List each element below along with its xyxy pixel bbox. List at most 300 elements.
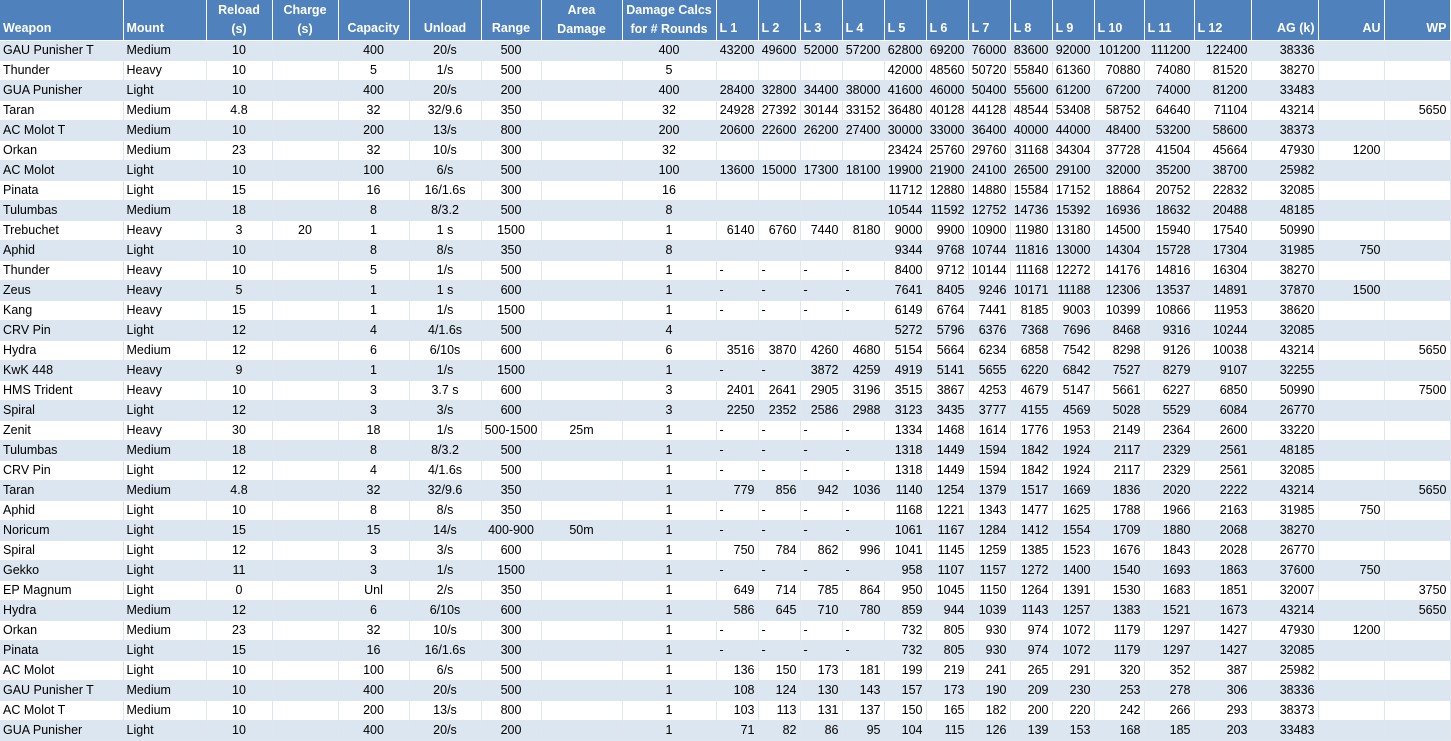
cell-l12[interactable]: 22832 (1194, 180, 1251, 200)
cell-l5[interactable]: 950 (884, 580, 926, 600)
cell-l9[interactable]: 153 (1052, 720, 1094, 740)
cell-l11[interactable]: 2329 (1144, 460, 1194, 480)
cell-l5[interactable]: 41600 (884, 80, 926, 100)
cell-damage-rounds[interactable]: 1 (622, 520, 716, 540)
cell-weapon[interactable]: Orkan (0, 620, 123, 640)
cell-l3[interactable]: 34400 (800, 80, 842, 100)
cell-l1[interactable]: - (716, 420, 758, 440)
cell-au[interactable] (1318, 180, 1384, 200)
cell-l7[interactable]: 126 (968, 720, 1010, 740)
cell-charge[interactable] (272, 160, 338, 180)
cell-l6[interactable]: 165 (926, 700, 968, 720)
cell-capacity[interactable]: 8 (338, 240, 409, 260)
cell-reload[interactable]: 30 (206, 420, 272, 440)
cell-weapon[interactable]: EP Magnum (0, 580, 123, 600)
cell-l2[interactable]: - (758, 440, 800, 460)
cell-wp[interactable]: 3750 (1384, 580, 1450, 600)
cell-l12[interactable]: 16304 (1194, 260, 1251, 280)
cell-l11[interactable]: 9126 (1144, 340, 1194, 360)
header-area-damage[interactable]: Area Damage (541, 0, 622, 40)
cell-mount[interactable]: Light (123, 460, 206, 480)
cell-l8[interactable]: 4679 (1010, 380, 1052, 400)
cell-mount[interactable]: Light (123, 720, 206, 740)
cell-l6[interactable]: 173 (926, 680, 968, 700)
cell-l5[interactable]: 732 (884, 620, 926, 640)
cell-l8[interactable]: 55600 (1010, 80, 1052, 100)
cell-range[interactable]: 350 (481, 480, 541, 500)
cell-l10[interactable]: 16936 (1094, 200, 1144, 220)
cell-l3[interactable] (800, 200, 842, 220)
cell-wp[interactable] (1384, 720, 1450, 740)
cell-ag[interactable]: 31985 (1251, 500, 1318, 520)
cell-l11[interactable]: 74000 (1144, 80, 1194, 100)
cell-capacity[interactable]: 16 (338, 180, 409, 200)
cell-l5[interactable]: 859 (884, 600, 926, 620)
cell-mount[interactable]: Light (123, 180, 206, 200)
cell-mount[interactable]: Light (123, 660, 206, 680)
cell-ag[interactable]: 33483 (1251, 80, 1318, 100)
cell-area-damage[interactable] (541, 300, 622, 320)
cell-l9[interactable]: 1669 (1052, 480, 1094, 500)
cell-l7[interactable]: 6234 (968, 340, 1010, 360)
cell-reload[interactable]: 18 (206, 200, 272, 220)
cell-unload[interactable]: 4/1.6s (409, 460, 481, 480)
cell-charge[interactable] (272, 260, 338, 280)
cell-l9[interactable]: 13000 (1052, 240, 1094, 260)
cell-capacity[interactable]: 32 (338, 140, 409, 160)
cell-l2[interactable]: 27392 (758, 100, 800, 120)
cell-l1[interactable]: - (716, 440, 758, 460)
cell-l11[interactable]: 185 (1144, 720, 1194, 740)
cell-charge[interactable] (272, 420, 338, 440)
cell-range[interactable]: 500 (481, 320, 541, 340)
cell-l7[interactable]: 12752 (968, 200, 1010, 220)
cell-l12[interactable]: 38700 (1194, 160, 1251, 180)
cell-area-damage[interactable] (541, 380, 622, 400)
cell-weapon[interactable]: Orkan (0, 140, 123, 160)
cell-damage-rounds[interactable]: 16 (622, 180, 716, 200)
cell-charge[interactable] (272, 340, 338, 360)
cell-l12[interactable]: 293 (1194, 700, 1251, 720)
cell-l7[interactable]: 3777 (968, 400, 1010, 420)
cell-unload[interactable]: 13/s (409, 120, 481, 140)
cell-l8[interactable]: 11816 (1010, 240, 1052, 260)
cell-reload[interactable]: 15 (206, 520, 272, 540)
cell-ag[interactable]: 26770 (1251, 400, 1318, 420)
cell-l9[interactable]: 1400 (1052, 560, 1094, 580)
cell-au[interactable] (1318, 200, 1384, 220)
cell-damage-rounds[interactable]: 1 (622, 460, 716, 480)
cell-damage-rounds[interactable]: 1 (622, 280, 716, 300)
cell-l1[interactable] (716, 60, 758, 80)
cell-l9[interactable]: 1924 (1052, 460, 1094, 480)
cell-l5[interactable]: 8400 (884, 260, 926, 280)
cell-wp[interactable] (1384, 200, 1450, 220)
cell-wp[interactable] (1384, 660, 1450, 680)
cell-weapon[interactable]: AC Molot T (0, 120, 123, 140)
cell-l7[interactable]: 10900 (968, 220, 1010, 240)
cell-l5[interactable]: 199 (884, 660, 926, 680)
cell-charge[interactable] (272, 440, 338, 460)
cell-area-damage[interactable] (541, 260, 622, 280)
cell-weapon[interactable]: GAU Punisher T (0, 40, 123, 60)
cell-l8[interactable]: 10171 (1010, 280, 1052, 300)
cell-damage-rounds[interactable]: 5 (622, 60, 716, 80)
cell-range[interactable]: 350 (481, 580, 541, 600)
cell-mount[interactable]: Light (123, 500, 206, 520)
cell-ag[interactable]: 37870 (1251, 280, 1318, 300)
cell-l5[interactable]: 1168 (884, 500, 926, 520)
cell-ag[interactable]: 32085 (1251, 320, 1318, 340)
cell-l5[interactable]: 157 (884, 680, 926, 700)
cell-l5[interactable]: 1334 (884, 420, 926, 440)
cell-damage-rounds[interactable]: 1 (622, 440, 716, 460)
cell-wp[interactable] (1384, 160, 1450, 180)
cell-l9[interactable]: 61360 (1052, 60, 1094, 80)
cell-l8[interactable]: 1776 (1010, 420, 1052, 440)
cell-l1[interactable]: - (716, 300, 758, 320)
cell-charge[interactable] (272, 320, 338, 340)
cell-l9[interactable]: 1391 (1052, 580, 1094, 600)
cell-capacity[interactable]: 15 (338, 520, 409, 540)
cell-l3[interactable]: - (800, 640, 842, 660)
cell-charge[interactable] (272, 140, 338, 160)
cell-l9[interactable]: 1953 (1052, 420, 1094, 440)
cell-charge[interactable] (272, 380, 338, 400)
cell-au[interactable] (1318, 340, 1384, 360)
header-weapon[interactable]: Weapon (0, 0, 123, 40)
cell-unload[interactable]: 20/s (409, 80, 481, 100)
cell-au[interactable] (1318, 460, 1384, 480)
cell-au[interactable] (1318, 580, 1384, 600)
cell-range[interactable]: 600 (481, 600, 541, 620)
cell-l6[interactable]: 944 (926, 600, 968, 620)
cell-l6[interactable]: 5796 (926, 320, 968, 340)
cell-l2[interactable]: - (758, 620, 800, 640)
cell-unload[interactable]: 1/s (409, 300, 481, 320)
cell-l1[interactable]: 779 (716, 480, 758, 500)
cell-l11[interactable]: 64640 (1144, 100, 1194, 120)
cell-area-damage[interactable] (541, 320, 622, 340)
cell-ag[interactable]: 50990 (1251, 380, 1318, 400)
header-damage-calcs[interactable]: Damage Calcs for # Rounds (622, 0, 716, 40)
header-range[interactable]: Range (481, 0, 541, 40)
cell-au[interactable] (1318, 80, 1384, 100)
cell-range[interactable]: 600 (481, 540, 541, 560)
cell-area-damage[interactable] (541, 580, 622, 600)
cell-weapon[interactable]: AC Molot T (0, 700, 123, 720)
cell-range[interactable]: 300 (481, 180, 541, 200)
cell-l10[interactable]: 14500 (1094, 220, 1144, 240)
cell-l8[interactable]: 8185 (1010, 300, 1052, 320)
cell-mount[interactable]: Light (123, 240, 206, 260)
cell-charge[interactable] (272, 720, 338, 740)
cell-l2[interactable]: 3870 (758, 340, 800, 360)
header-l11[interactable]: L 11 (1144, 0, 1194, 40)
cell-l3[interactable]: - (800, 260, 842, 280)
cell-l11[interactable]: 53200 (1144, 120, 1194, 140)
cell-l4[interactable]: 8180 (842, 220, 884, 240)
cell-l12[interactable]: 10038 (1194, 340, 1251, 360)
cell-mount[interactable]: Medium (123, 700, 206, 720)
cell-l3[interactable]: 30144 (800, 100, 842, 120)
cell-reload[interactable]: 10 (206, 80, 272, 100)
cell-l7[interactable]: 1379 (968, 480, 1010, 500)
cell-ag[interactable]: 43214 (1251, 340, 1318, 360)
header-unload[interactable]: Unload (409, 0, 481, 40)
header-l1[interactable]: L 1 (716, 0, 758, 40)
cell-l2[interactable] (758, 320, 800, 340)
cell-wp[interactable] (1384, 420, 1450, 440)
cell-l1[interactable]: - (716, 560, 758, 580)
cell-reload[interactable]: 4.8 (206, 480, 272, 500)
cell-l3[interactable]: - (800, 440, 842, 460)
cell-l4[interactable] (842, 320, 884, 340)
cell-wp[interactable]: 5650 (1384, 480, 1450, 500)
cell-l10[interactable]: 1676 (1094, 540, 1144, 560)
cell-damage-rounds[interactable]: 1 (622, 420, 716, 440)
cell-l11[interactable]: 1693 (1144, 560, 1194, 580)
cell-l8[interactable]: 139 (1010, 720, 1052, 740)
cell-au[interactable] (1318, 540, 1384, 560)
cell-mount[interactable]: Medium (123, 40, 206, 60)
cell-l8[interactable]: 11980 (1010, 220, 1052, 240)
cell-l12[interactable]: 45664 (1194, 140, 1251, 160)
cell-l10[interactable]: 7527 (1094, 360, 1144, 380)
cell-l8[interactable]: 1272 (1010, 560, 1052, 580)
cell-l7[interactable]: 1039 (968, 600, 1010, 620)
cell-l4[interactable]: 4680 (842, 340, 884, 360)
cell-wp[interactable] (1384, 120, 1450, 140)
cell-l6[interactable]: 9768 (926, 240, 968, 260)
cell-mount[interactable]: Light (123, 80, 206, 100)
header-l5[interactable]: L 5 (884, 0, 926, 40)
cell-l1[interactable]: 649 (716, 580, 758, 600)
cell-l8[interactable]: 1842 (1010, 460, 1052, 480)
cell-charge[interactable] (272, 40, 338, 60)
cell-l4[interactable]: 4259 (842, 360, 884, 380)
cell-l12[interactable]: 81520 (1194, 60, 1251, 80)
cell-l12[interactable]: 6084 (1194, 400, 1251, 420)
cell-l6[interactable]: 11592 (926, 200, 968, 220)
cell-l3[interactable] (800, 320, 842, 340)
cell-l3[interactable]: 17300 (800, 160, 842, 180)
cell-l12[interactable]: 2222 (1194, 480, 1251, 500)
cell-l5[interactable]: 1318 (884, 440, 926, 460)
cell-mount[interactable]: Heavy (123, 300, 206, 320)
cell-l7[interactable]: 4253 (968, 380, 1010, 400)
cell-area-damage[interactable] (541, 340, 622, 360)
cell-l8[interactable]: 26500 (1010, 160, 1052, 180)
header-l7[interactable]: L 7 (968, 0, 1010, 40)
cell-l11[interactable]: 15940 (1144, 220, 1194, 240)
cell-capacity[interactable]: 400 (338, 80, 409, 100)
cell-l1[interactable]: 28400 (716, 80, 758, 100)
cell-l12[interactable]: 2600 (1194, 420, 1251, 440)
cell-wp[interactable]: 5650 (1384, 100, 1450, 120)
cell-wp[interactable]: 5650 (1384, 600, 1450, 620)
cell-l2[interactable]: - (758, 360, 800, 380)
cell-wp[interactable] (1384, 240, 1450, 260)
cell-l8[interactable]: 974 (1010, 640, 1052, 660)
cell-l10[interactable]: 1383 (1094, 600, 1144, 620)
cell-area-damage[interactable] (541, 540, 622, 560)
cell-l7[interactable]: 1343 (968, 500, 1010, 520)
cell-wp[interactable] (1384, 360, 1450, 380)
cell-ag[interactable]: 38373 (1251, 120, 1318, 140)
cell-l12[interactable]: 1427 (1194, 620, 1251, 640)
cell-l8[interactable]: 974 (1010, 620, 1052, 640)
cell-l9[interactable]: 1523 (1052, 540, 1094, 560)
cell-damage-rounds[interactable]: 1 (622, 600, 716, 620)
cell-damage-rounds[interactable]: 1 (622, 720, 716, 740)
cell-weapon[interactable]: Gekko (0, 560, 123, 580)
cell-l6[interactable]: 1449 (926, 460, 968, 480)
cell-l4[interactable] (842, 200, 884, 220)
cell-area-damage[interactable] (541, 40, 622, 60)
cell-l9[interactable]: 1072 (1052, 640, 1094, 660)
cell-damage-rounds[interactable]: 32 (622, 100, 716, 120)
cell-l4[interactable]: 3196 (842, 380, 884, 400)
cell-l2[interactable]: 32800 (758, 80, 800, 100)
cell-l1[interactable]: 2401 (716, 380, 758, 400)
cell-charge[interactable] (272, 660, 338, 680)
cell-weapon[interactable]: GUA Punisher (0, 720, 123, 740)
cell-capacity[interactable]: 6 (338, 340, 409, 360)
cell-charge[interactable] (272, 500, 338, 520)
cell-l1[interactable] (716, 180, 758, 200)
cell-l7[interactable]: 29760 (968, 140, 1010, 160)
cell-mount[interactable]: Light (123, 520, 206, 540)
cell-damage-rounds[interactable]: 3 (622, 380, 716, 400)
cell-au[interactable] (1318, 720, 1384, 740)
cell-weapon[interactable]: Pinata (0, 640, 123, 660)
cell-l6[interactable]: 1145 (926, 540, 968, 560)
cell-l6[interactable]: 1045 (926, 580, 968, 600)
cell-ag[interactable]: 33483 (1251, 720, 1318, 740)
cell-range[interactable]: 1500 (481, 220, 541, 240)
cell-l6[interactable]: 219 (926, 660, 968, 680)
cell-wp[interactable] (1384, 700, 1450, 720)
cell-ag[interactable]: 32085 (1251, 460, 1318, 480)
cell-l6[interactable]: 6764 (926, 300, 968, 320)
cell-damage-rounds[interactable]: 1 (622, 640, 716, 660)
cell-area-damage[interactable] (541, 100, 622, 120)
cell-l4[interactable]: - (842, 620, 884, 640)
cell-damage-rounds[interactable]: 1 (622, 540, 716, 560)
cell-l2[interactable]: 82 (758, 720, 800, 740)
cell-l6[interactable]: 9900 (926, 220, 968, 240)
cell-charge[interactable] (272, 360, 338, 380)
cell-capacity[interactable]: 400 (338, 720, 409, 740)
cell-unload[interactable]: 1 s (409, 220, 481, 240)
cell-charge[interactable] (272, 640, 338, 660)
cell-mount[interactable]: Light (123, 540, 206, 560)
cell-reload[interactable]: 10 (206, 40, 272, 60)
cell-unload[interactable]: 10/s (409, 620, 481, 640)
cell-mount[interactable]: Heavy (123, 60, 206, 80)
cell-l12[interactable]: 58600 (1194, 120, 1251, 140)
cell-l4[interactable]: 2988 (842, 400, 884, 420)
cell-reload[interactable]: 5 (206, 280, 272, 300)
cell-charge[interactable]: 20 (272, 220, 338, 240)
cell-l8[interactable]: 83600 (1010, 40, 1052, 60)
cell-capacity[interactable]: 3 (338, 560, 409, 580)
cell-l11[interactable]: 9316 (1144, 320, 1194, 340)
cell-unload[interactable]: 8/3.2 (409, 440, 481, 460)
cell-l2[interactable]: - (758, 520, 800, 540)
cell-reload[interactable]: 12 (206, 600, 272, 620)
cell-l2[interactable]: - (758, 260, 800, 280)
cell-l3[interactable] (800, 180, 842, 200)
cell-unload[interactable]: 32/9.6 (409, 100, 481, 120)
cell-l1[interactable]: - (716, 280, 758, 300)
cell-reload[interactable]: 18 (206, 440, 272, 460)
cell-ag[interactable]: 38270 (1251, 260, 1318, 280)
cell-weapon[interactable]: Kang (0, 300, 123, 320)
cell-l3[interactable]: 131 (800, 700, 842, 720)
cell-l2[interactable]: 6760 (758, 220, 800, 240)
cell-range[interactable]: 300 (481, 140, 541, 160)
cell-area-damage[interactable] (541, 240, 622, 260)
header-reload[interactable]: Reload (s) (206, 0, 272, 40)
cell-range[interactable]: 600 (481, 380, 541, 400)
cell-area-damage[interactable] (541, 660, 622, 680)
header-l3[interactable]: L 3 (800, 0, 842, 40)
cell-l9[interactable]: 291 (1052, 660, 1094, 680)
cell-reload[interactable]: 12 (206, 340, 272, 360)
cell-unload[interactable]: 20/s (409, 40, 481, 60)
cell-area-damage[interactable]: 25m (541, 420, 622, 440)
cell-au[interactable] (1318, 420, 1384, 440)
cell-damage-rounds[interactable]: 1 (622, 220, 716, 240)
cell-l5[interactable]: 1061 (884, 520, 926, 540)
cell-au[interactable]: 1200 (1318, 620, 1384, 640)
cell-wp[interactable] (1384, 560, 1450, 580)
cell-l6[interactable]: 25760 (926, 140, 968, 160)
cell-l10[interactable]: 70880 (1094, 60, 1144, 80)
cell-capacity[interactable]: 5 (338, 260, 409, 280)
cell-unload[interactable]: 6/10s (409, 340, 481, 360)
cell-unload[interactable]: 6/s (409, 660, 481, 680)
cell-l1[interactable] (716, 200, 758, 220)
cell-l2[interactable]: - (758, 300, 800, 320)
cell-area-damage[interactable] (541, 460, 622, 480)
cell-l1[interactable]: 43200 (716, 40, 758, 60)
cell-range[interactable]: 800 (481, 120, 541, 140)
cell-l10[interactable]: 14176 (1094, 260, 1144, 280)
cell-l2[interactable] (758, 200, 800, 220)
cell-capacity[interactable]: 400 (338, 40, 409, 60)
cell-unload[interactable]: 16/1.6s (409, 640, 481, 660)
cell-l4[interactable]: - (842, 260, 884, 280)
cell-reload[interactable]: 15 (206, 640, 272, 660)
cell-reload[interactable]: 3 (206, 220, 272, 240)
cell-l7[interactable]: 10144 (968, 260, 1010, 280)
cell-range[interactable]: 500 (481, 260, 541, 280)
cell-l8[interactable]: 1143 (1010, 600, 1052, 620)
cell-l12[interactable]: 17540 (1194, 220, 1251, 240)
cell-area-damage[interactable] (541, 280, 622, 300)
cell-l4[interactable]: 33152 (842, 100, 884, 120)
cell-au[interactable] (1318, 660, 1384, 680)
cell-capacity[interactable]: 1 (338, 220, 409, 240)
cell-reload[interactable]: 9 (206, 360, 272, 380)
cell-l3[interactable] (800, 60, 842, 80)
cell-l7[interactable]: 1150 (968, 580, 1010, 600)
cell-l12[interactable]: 6850 (1194, 380, 1251, 400)
cell-l2[interactable]: 124 (758, 680, 800, 700)
